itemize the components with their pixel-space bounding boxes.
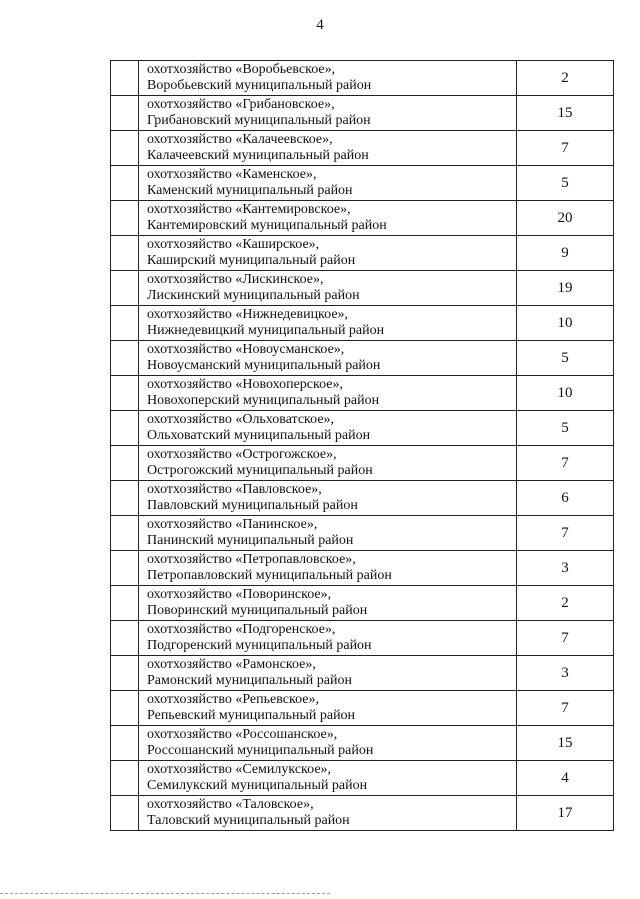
district-name: Каменский муниципальный район <box>147 183 353 198</box>
quantity-value: 2 <box>517 61 614 96</box>
quantity-value: 20 <box>517 201 614 236</box>
hunting-area-cell <box>139 481 517 516</box>
district-name: Каширский муниципальный район <box>147 253 356 268</box>
table-row <box>111 446 614 481</box>
quantity-value: 10 <box>517 306 614 341</box>
hunting-area-name: охотхозяйство «Калачеевское», <box>147 132 333 147</box>
page-number: 4 <box>316 17 324 33</box>
district-name: Петропавловский муниципальный район <box>147 568 392 583</box>
district-name: Кантемировский муниципальный район <box>147 218 387 233</box>
quantity-value: 5 <box>517 411 614 446</box>
hunting-area-name: охотхозяйство «Россошанское», <box>147 727 338 742</box>
hunting-area-name: охотхозяйство «Грибановское», <box>147 97 335 112</box>
hunting-area-cell <box>139 131 517 166</box>
quantity-value: 7 <box>517 131 614 166</box>
row-number-cell <box>111 481 139 516</box>
quantity-value: 5 <box>517 166 614 201</box>
hunting-area-name: охотхозяйство «Семилукское», <box>147 762 332 777</box>
row-number-cell <box>111 621 139 656</box>
row-number-cell <box>111 271 139 306</box>
row-number-cell <box>111 376 139 411</box>
district-name: Россошанский муниципальный район <box>147 743 374 758</box>
table-row <box>111 796 614 831</box>
hunting-area-cell <box>139 446 517 481</box>
quantity-value: 10 <box>517 376 614 411</box>
row-number-cell <box>111 201 139 236</box>
table-row <box>111 236 614 271</box>
district-name: Калачеевский муниципальный район <box>147 148 369 163</box>
quantity-value: 2 <box>517 586 614 621</box>
row-number-cell <box>111 236 139 271</box>
hunting-area-name: охотхозяйство «Лискинское», <box>147 272 324 287</box>
district-name: Рамонский муниципальный район <box>147 673 352 688</box>
hunting-area-cell <box>139 621 517 656</box>
row-number-cell <box>111 341 139 376</box>
hunting-area-name: охотхозяйство «Каменское», <box>147 167 317 182</box>
hunting-area-cell <box>139 341 517 376</box>
hunting-area-cell <box>139 586 517 621</box>
hunting-area-name: охотхозяйство «Каширское», <box>147 237 320 252</box>
quantity-value: 7 <box>517 516 614 551</box>
hunting-area-cell <box>139 61 517 96</box>
row-number-cell <box>111 96 139 131</box>
district-name: Поворинский муниципальный район <box>147 603 368 618</box>
table-row <box>111 551 614 586</box>
quantity-value: 19 <box>517 271 614 306</box>
hunting-area-name: охотхозяйство «Нижнедевицкое», <box>147 307 349 322</box>
hunting-area-cell <box>139 551 517 586</box>
quantity-value: 9 <box>517 236 614 271</box>
table-row <box>111 586 614 621</box>
row-number-cell <box>111 131 139 166</box>
hunting-area-cell <box>139 271 517 306</box>
quantity-value: 3 <box>517 656 614 691</box>
table-row <box>111 481 614 516</box>
table-row <box>111 691 614 726</box>
hunting-area-cell <box>139 306 517 341</box>
row-number-cell <box>111 446 139 481</box>
quantity-value: 7 <box>517 621 614 656</box>
hunting-area-name: охотхозяйство «Поворинское», <box>147 587 332 602</box>
table-row <box>111 376 614 411</box>
row-number-cell <box>111 586 139 621</box>
district-name: Панинский муниципальный район <box>147 533 354 548</box>
quantity-value: 17 <box>517 796 614 831</box>
hunting-area-cell <box>139 376 517 411</box>
table-row <box>111 306 614 341</box>
hunting-area-name: охотхозяйство «Острогожское», <box>147 447 337 462</box>
district-name: Подгоренский муниципальный район <box>147 638 372 653</box>
hunting-area-cell <box>139 656 517 691</box>
hunting-area-cell <box>139 761 517 796</box>
hunting-area-cell <box>139 516 517 551</box>
district-name: Таловский муниципальный район <box>147 813 350 828</box>
table-row <box>111 726 614 761</box>
district-name: Павловский муниципальный район <box>147 498 358 513</box>
district-name: Острогожский муниципальный район <box>147 463 373 478</box>
hunting-area-name: охотхозяйство «Репьевское», <box>147 692 319 707</box>
quantity-value: 15 <box>517 726 614 761</box>
table-row <box>111 61 614 96</box>
district-name: Ольховатский муниципальный район <box>147 428 371 443</box>
table-row <box>111 761 614 796</box>
hunting-area-cell <box>139 236 517 271</box>
row-number-cell <box>111 516 139 551</box>
table-row <box>111 271 614 306</box>
quantity-value: 4 <box>517 761 614 796</box>
footer-divider <box>0 893 330 894</box>
table-body <box>111 61 614 831</box>
hunting-area-name: охотхозяйство «Кантемировское», <box>147 202 351 217</box>
hunting-areas-table <box>110 60 614 831</box>
hunting-area-name: охотхозяйство «Таловское», <box>147 797 314 812</box>
quantity-value: 3 <box>517 551 614 586</box>
quantity-value: 7 <box>517 446 614 481</box>
district-name: Семилукский муниципальный район <box>147 778 368 793</box>
hunting-area-name: охотхозяйство «Подгоренское», <box>147 622 336 637</box>
row-number-cell <box>111 411 139 446</box>
row-number-cell <box>111 166 139 201</box>
quantity-value: 5 <box>517 341 614 376</box>
hunting-area-name: охотхозяйство «Павловское», <box>147 482 322 497</box>
quantity-value: 6 <box>517 481 614 516</box>
table-row <box>111 656 614 691</box>
table-row <box>111 411 614 446</box>
table-row <box>111 96 614 131</box>
district-name: Новоусманский муниципальный район <box>147 358 381 373</box>
district-name: Новохоперский муниципальный район <box>147 393 380 408</box>
hunting-area-name: охотхозяйство «Панинское», <box>147 517 318 532</box>
table-row <box>111 621 614 656</box>
district-name: Грибановский муниципальный район <box>147 113 371 128</box>
table-row <box>111 166 614 201</box>
row-number-cell <box>111 726 139 761</box>
hunting-area-cell <box>139 411 517 446</box>
hunting-area-name: охотхозяйство «Рамонское», <box>147 657 316 672</box>
hunting-area-name: охотхозяйство «Новоусманское», <box>147 342 345 357</box>
table-row <box>111 201 614 236</box>
quantity-value: 15 <box>517 96 614 131</box>
hunting-area-cell <box>139 726 517 761</box>
table-row <box>111 341 614 376</box>
table-row <box>111 131 614 166</box>
row-number-cell <box>111 306 139 341</box>
row-number-cell <box>111 691 139 726</box>
district-name: Нижнедевицкий муниципальный район <box>147 323 385 338</box>
quantity-value: 7 <box>517 691 614 726</box>
hunting-area-cell <box>139 691 517 726</box>
hunting-area-name: охотхозяйство «Петропавловское», <box>147 552 356 567</box>
row-number-cell <box>111 551 139 586</box>
hunting-area-cell <box>139 96 517 131</box>
row-number-cell <box>111 61 139 96</box>
row-number-cell <box>111 761 139 796</box>
hunting-area-name: охотхозяйство «Ольховатское», <box>147 412 335 427</box>
district-name: Воробьевский муниципальный район <box>147 78 372 93</box>
hunting-area-cell <box>139 796 517 831</box>
table-row <box>111 516 614 551</box>
district-name: Репьевский муниципальный район <box>147 708 356 723</box>
hunting-area-cell <box>139 166 517 201</box>
hunting-area-name: охотхозяйство «Новохоперское», <box>147 377 343 392</box>
row-number-cell <box>111 796 139 831</box>
hunting-area-name: охотхозяйство «Воробьевское», <box>147 62 336 77</box>
row-number-cell <box>111 656 139 691</box>
district-name: Лискинский муниципальный район <box>147 288 360 303</box>
hunting-area-cell <box>139 201 517 236</box>
